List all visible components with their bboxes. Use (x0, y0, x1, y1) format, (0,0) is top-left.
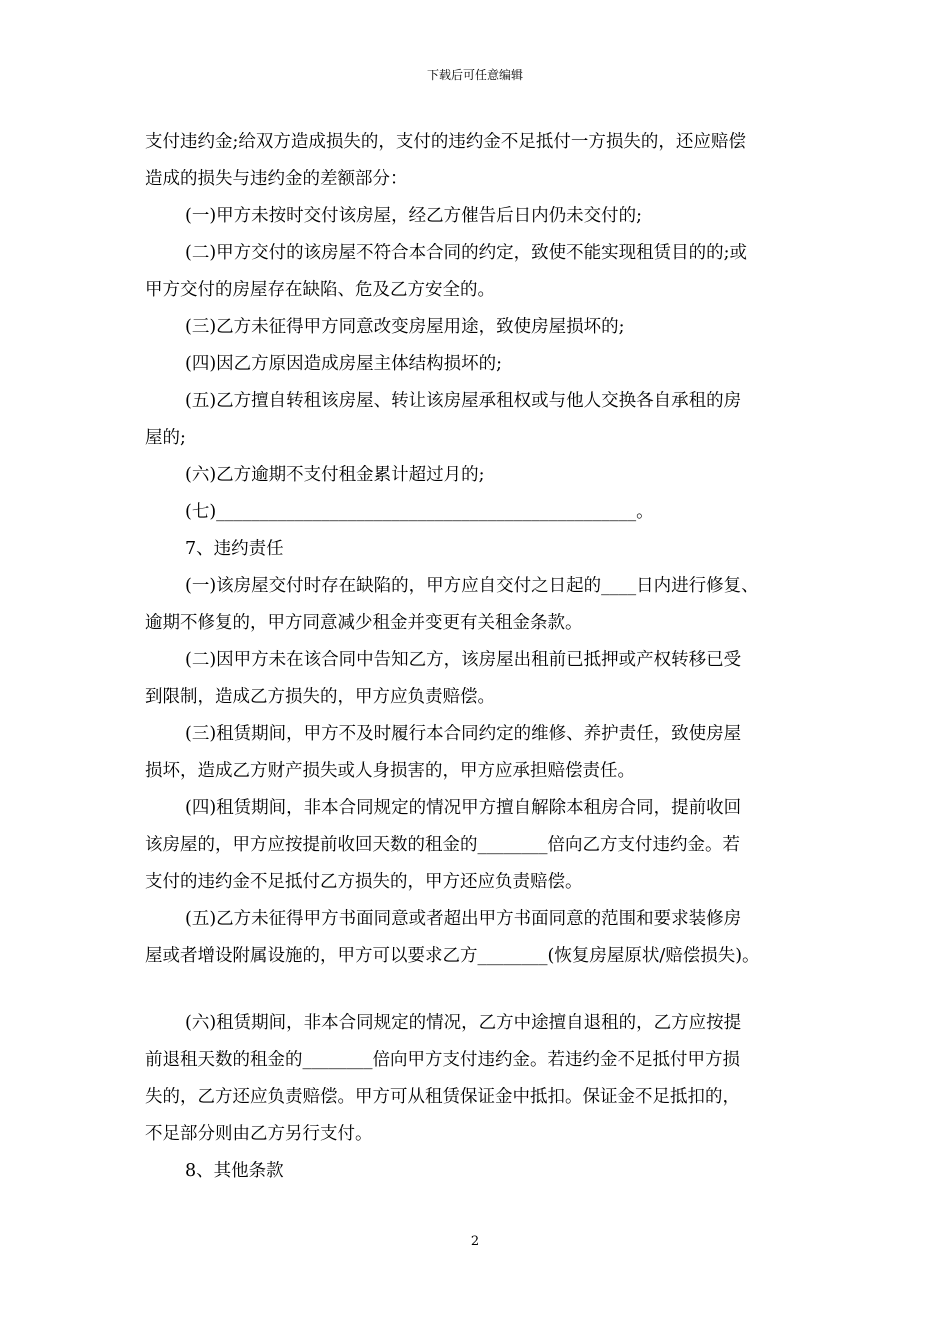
text-line: 造成的损失与违约金的差额部分： (145, 169, 408, 189)
text-line: (六)租赁期间，非本合同规定的情况，乙方中途擅自退租的，乙方应按提 (185, 1013, 742, 1033)
text-line: (五)乙方未征得甲方书面同意或者超出甲方书面同意的范围和要求装修房 (185, 909, 742, 929)
text-line: 不足部分则由乙方另行支付。 (145, 1124, 373, 1144)
text-line: 8、其他条款 (185, 1161, 284, 1181)
text-line: 失的，乙方还应负责赔偿。甲方可从租赁保证金中抵扣。保证金不足抵扣的， (145, 1087, 740, 1107)
text-line: 甲方交付的房屋存在缺陷、危及乙方安全的。 (145, 280, 495, 300)
text-line: 逾期不修复的，甲方同意减少租金并变更有关租金条款。 (145, 613, 583, 633)
page-header: 下载后可任意编辑 (426, 68, 523, 82)
text-line: (六)乙方逾期不支付租金累计超过月的; (185, 465, 485, 485)
text-line: (四)因乙方原因造成房屋主体结构损坏的; (185, 354, 503, 374)
text-line: (一)甲方未按时交付该房屋，经乙方催告后日内仍未交付的; (185, 206, 643, 226)
text-line: (三)租赁期间，甲方不及时履行本合同约定的维修、养护责任，致使房屋 (185, 724, 742, 744)
text-line: 到限制，造成乙方损失的，甲方应负责赔偿。 (145, 687, 495, 707)
text-line: 前退租天数的租金的________倍向甲方支付违约金。若违约金不足抵付甲方损 (145, 1050, 740, 1070)
text-line: 支付的违约金不足抵付乙方损失的，甲方还应负责赔偿。 (145, 872, 583, 892)
page-number: 2 (470, 1234, 480, 1249)
document-body (145, 124, 830, 1190)
text-line: 屋或者增设附属设施的，甲方可以要求乙方________(恢复房屋原状/赔偿损失)。 (145, 946, 760, 966)
text-line: 屋的; (145, 428, 186, 448)
text-line: (一)该房屋交付时存在缺陷的，甲方应自交付之日起的____日内进行修复、 (185, 576, 759, 596)
blank-line (145, 975, 830, 1005)
text-line: 该房屋的，甲方应按提前收回天数的租金的________倍向乙方支付违约金。若 (145, 835, 740, 855)
text-line: (二)甲方交付的该房屋不符合本合同的约定，致使不能实现租赁目的的;或 (185, 243, 748, 263)
text-line: (七)________________________________________________。 (185, 502, 654, 522)
text-line: (三)乙方未征得甲方同意改变房屋用途，致使房屋损坏的; (185, 317, 625, 337)
text-line: 损坏，造成乙方财产损失或人身损害的，甲方应承担赔偿责任。 (145, 761, 635, 781)
text-line: (四)租赁期间，非本合同规定的情况甲方擅自解除本租房合同，提前收回 (185, 798, 742, 818)
text-line: 支付违约金;给双方造成损失的，支付的违约金不足抵付一方损失的，还应赔偿 (145, 132, 746, 152)
text-line: (二)因甲方未在该合同中告知乙方，该房屋出租前已抵押或产权转移已受 (185, 650, 742, 670)
text-line: (五)乙方擅自转租该房屋、转让该房屋承租权或与他人交换各自承租的房 (185, 391, 742, 411)
text-line: 7、违约责任 (185, 539, 284, 559)
